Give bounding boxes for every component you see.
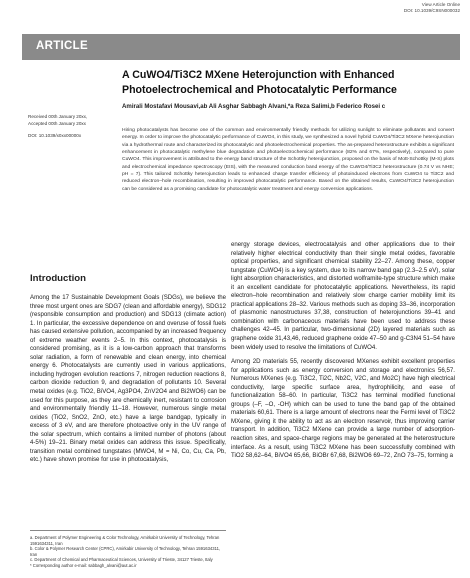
article-banner <box>22 34 460 60</box>
paragraph: energy storage devices, electrocatalysis and other applications due to their relatively higher electrical conductivity than their single metal oxides, favorable optical properties, and significant chemical stability 22–27. Among these, copper tungstate (CuWO4) is a key system, due to its narrow band gap (2.3–2.5 eV), solar light absorption characteristics, and distorted wolframite-type structure which make it an excellent candidate for photocatalytic applications. Nevertheless, its rapid electron–hole recombination and relatively slow charge carrier mobility limit its practical applications 28–32. Various methods such as doping 33–36, incorporation of plasmonic nanostructures 37,38, construction of heterojunctions 39–41 and combination with carbonaceous materials have been used to address these challenges 42–45. In particular, two-dimensional (2D) layered materials such as graphene oxide 31,43,46, reduced graphene oxide 47–50 and g-C3N4 51–54 have been widely used to resolve the limitations of CuWO4. <box>231 241 455 351</box>
article-doi: DOI: 10.1039/x0xx00000x <box>28 133 82 139</box>
received-date: Received 00th January 20xx, <box>28 114 88 119</box>
abstract: Hiring photocatalysts has become one of the common and environmentally friendly methods for utilizing sunlight to eliminate pollutants and convert energy. In order to improve the photocatalytic performance of CuWO4, in this study, we synthesized a novel hybrid CuWO4/Ti3C2 MXene heterojunction via a hydrothermal route and characterized its photocatalytic and photoelectrochemical properties. The as-prepared heterostructure exhibits a significant enhancement in photocatalytic methylene blue degradation and photoelectrochemical performance (82% and 67%, respectively), compared to pure CuWO4. This improvement is attributed to the energy band structure of the Schottky heterojunction, proposed on the basis of Mott-Schottky (M-S) plots and electrochemical impedance spectroscopy (EIS), with the measured conduction band energy of the CuWO4/Ti3C2 heterostructure (0.74 V vs NHE; pH = 7). This tailored Schottky heterojunction leads to enhanced charge transfer efficiency of photoinduced electrons from CuWO4 to Ti3C2 and reduced electron–hole recombination, resulting in improved photocatalytic performance. Based on the obtained results, CuWO4/Ti3C2 heterojunction can be considered as a promising candidate for photocatalytic water treatment and energy conversion applications. <box>122 128 454 192</box>
view-article-online-link[interactable]: View Article Online <box>421 2 460 7</box>
header-links <box>404 2 460 14</box>
section-heading-introduction: Introduction <box>30 273 86 284</box>
footnote-corresponding: * Corresponding author e-mail: sabbagh_alvani@aut.ac.ir <box>30 562 137 568</box>
author-list: Amirali Mostafavi Mousavi,ab Ali Asghar Sabbagh Alvani,*a Reza Salimi,b Federico Rosei c <box>122 103 386 110</box>
article-title: A CuWO4/Ti3C2 MXene Heterojunction with Enhanced Photoelectrochemical and Photocatalytic Performance <box>122 69 397 96</box>
right-column <box>231 241 455 461</box>
paragraph: Among the 17 Sustainable Development Goals (SDGs), we believe the three most urgent ones are SDG7 (clean and affordable energy), SDG12 (responsible consumption and production) and SDG13 (climate action) 1. In particular, the excessive dependence on and overuse of fossil fuels has caused extensive pollution, accompanied by an increased frequency of extreme weather events 2–5. In this context, photocatalysis is considered promising, as it is a low-carbon approach that transforms solar radiation, a form of renewable and clean energy, into chemical energy 6. Photocatalysts are currently used in various applications, including hydrogen evolution reactions 7, nitrogen reduction reactions 8, carbon dioxide reduction 9, and degradation of pollutants 10. Several metal oxides (e.g. TiO2, BiVO4, Ag3PO4, ZnV2O4 and Bi2WO6) can be used for this purpose, as they are chemically inert, resistant to corrosion and environmentally friendly 11–18. However, numerous single metal oxides (TiO2, SnO2, ZnO, etc.) have a large bandgap, typically in excess of 3 eV, and are therefore photoactive only in the UV range of the solar spectrum, which contains a limited number of photons (about 4-5%) 19–21. Binary metal oxides can address this issue. Specifically, transition metal combined tungstates (MWO4, M = Ni, Co, Cu, Ca, Pb, etc.) have shown promise for use in photocatalysis, <box>30 294 227 464</box>
article-dates <box>28 114 120 140</box>
footnote: b. Color & Polymer Research Center (CPRC), Amirkabir University of Technology, Tehran 1591634311, Iran <box>30 546 221 557</box>
footnotes <box>30 530 226 569</box>
footnote: a. Department of Polymer Engineering & Color Technology, Amirkabir University of Technology, Tehran 1591634311, Iran <box>30 535 220 546</box>
left-column <box>30 273 226 465</box>
accepted-date: Accepted 00th January 20xx <box>28 120 86 126</box>
banner-label: ARTICLE <box>36 40 88 52</box>
paragraph: Among 2D materials 55, recently discovered MXenes exhibit excellent properties for applications such as energy conversion and storage and electronics 56,57. Numerous MXenes (e.g. Ti3C2, Ti2C, Nb2C, V2C, and Mo2C) have high electrical conductivity, large specific surface area, hydrophilicity, and ease of functionalization 58–60. In particular, Ti3C2 has terminal modified functional groups (–F, –O, -OH) which can be used to tune the band gap of the obtained materials 60,61. There is a large amount of electrons near the Fermi level of Ti3C2 MXene, giving it the ability to act as an electron reservoir, thus improving carrier transport. In addition, Ti3C2 MXene can provide a large number of adsorption-reaction sites, and space-charge regions may be generated at the heterostructure interface. As a result, using Ti3C2 MXene has been successfully combined with TiO2 58,62–64, BiVO4 65,66, BiOBr 67,68, Bi2WO6 69–72, ZnO 73–75, forming a <box>231 358 455 460</box>
doi-link[interactable]: DOI: 10.1039/C9SN000032 <box>403 8 460 13</box>
footnote: c. Department of Chemical and Pharmaceutical Sciences, University of Trieste, 34127 Trieste, Italy <box>30 557 213 563</box>
